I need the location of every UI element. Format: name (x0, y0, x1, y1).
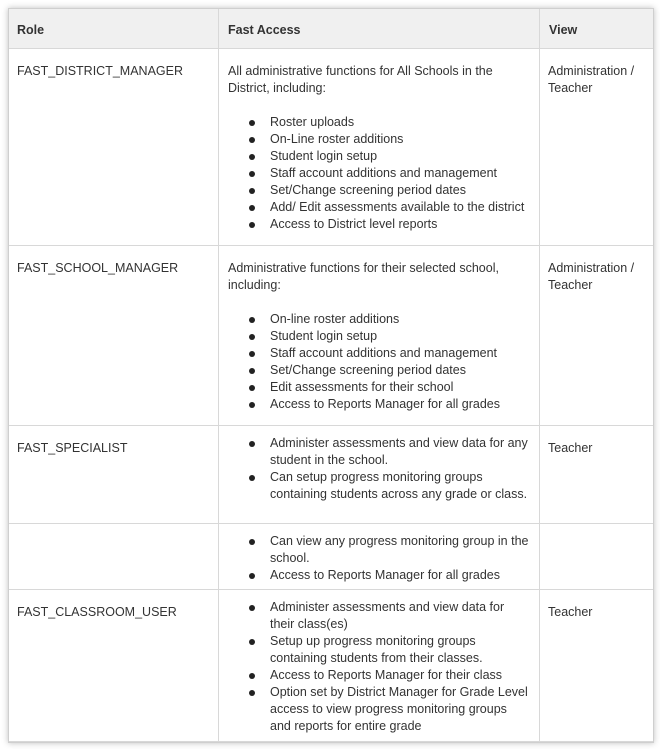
view-cell: Teacher (540, 426, 653, 524)
role-cell: FAST_SPECIALIST (9, 426, 219, 524)
view-cell: Administration / Teacher (540, 49, 653, 246)
list-item: Staff account additions and management (246, 345, 530, 362)
access-list (228, 599, 530, 735)
table-row (9, 49, 653, 246)
table-row (9, 590, 653, 742)
header-view: View (540, 9, 653, 49)
list-item: Roster uploads (246, 114, 530, 131)
access-cell (219, 49, 540, 246)
list-item: Access to Reports Manager for all grades (246, 567, 530, 584)
list-item: Access to Reports Manager for their class (246, 667, 530, 684)
access-cell (219, 426, 540, 524)
role-cell: FAST_DISTRICT_MANAGER (9, 49, 219, 246)
list-item: Staff account additions and management (246, 165, 530, 182)
list-item: Set/Change screening period dates (246, 362, 530, 379)
access-cell (219, 246, 540, 426)
list-item: Can view any progress monitoring group in the school. (246, 533, 530, 567)
table-row (9, 246, 653, 426)
list-item: Can setup progress monitoring groups containing students across any grade or class. (246, 469, 530, 503)
list-item: Add/ Edit assessments available to the district (246, 199, 530, 216)
role-cell (9, 524, 219, 590)
role-cell: FAST_SCHOOL_MANAGER (9, 246, 219, 426)
list-item: Student login setup (246, 328, 530, 345)
list-item: On-line roster additions (246, 311, 530, 328)
list-item: Access to Reports Manager for all grades (246, 396, 530, 413)
list-item: Access to District level reports (246, 216, 530, 233)
table-header (9, 9, 653, 49)
access-intro: Administrative functions for their selected school, including: (228, 261, 499, 292)
table-row (9, 426, 653, 524)
view-cell: Administration / Teacher (540, 246, 653, 426)
list-item: Administer assessments and view data for any student in the school. (246, 435, 530, 469)
list-item: Option set by District Manager for Grade Level access to view progress monitoring groups and reports for entire grade (246, 684, 530, 735)
list-item: Setup up progress monitoring groups containing students from their classes. (246, 633, 530, 667)
list-item: Set/Change screening period dates (246, 182, 530, 199)
view-cell: Teacher (540, 590, 653, 742)
access-cell (219, 590, 540, 742)
access-list (228, 533, 530, 584)
roles-table (8, 8, 654, 743)
table-row (9, 524, 653, 590)
access-list (228, 311, 530, 413)
list-item: On-Line roster additions (246, 131, 530, 148)
header-role: Role (9, 9, 219, 49)
list-item: Student login setup (246, 148, 530, 165)
access-list (228, 114, 530, 233)
access-cell (219, 524, 540, 590)
access-list (228, 435, 530, 503)
header-fast-access: Fast Access (219, 9, 540, 49)
list-item: Administer assessments and view data for their class(es) (246, 599, 530, 633)
role-cell: FAST_CLASSROOM_USER (9, 590, 219, 742)
list-item: Edit assessments for their school (246, 379, 530, 396)
access-intro: All administrative functions for All Schools in the District, including: (228, 64, 493, 95)
view-cell (540, 524, 653, 590)
